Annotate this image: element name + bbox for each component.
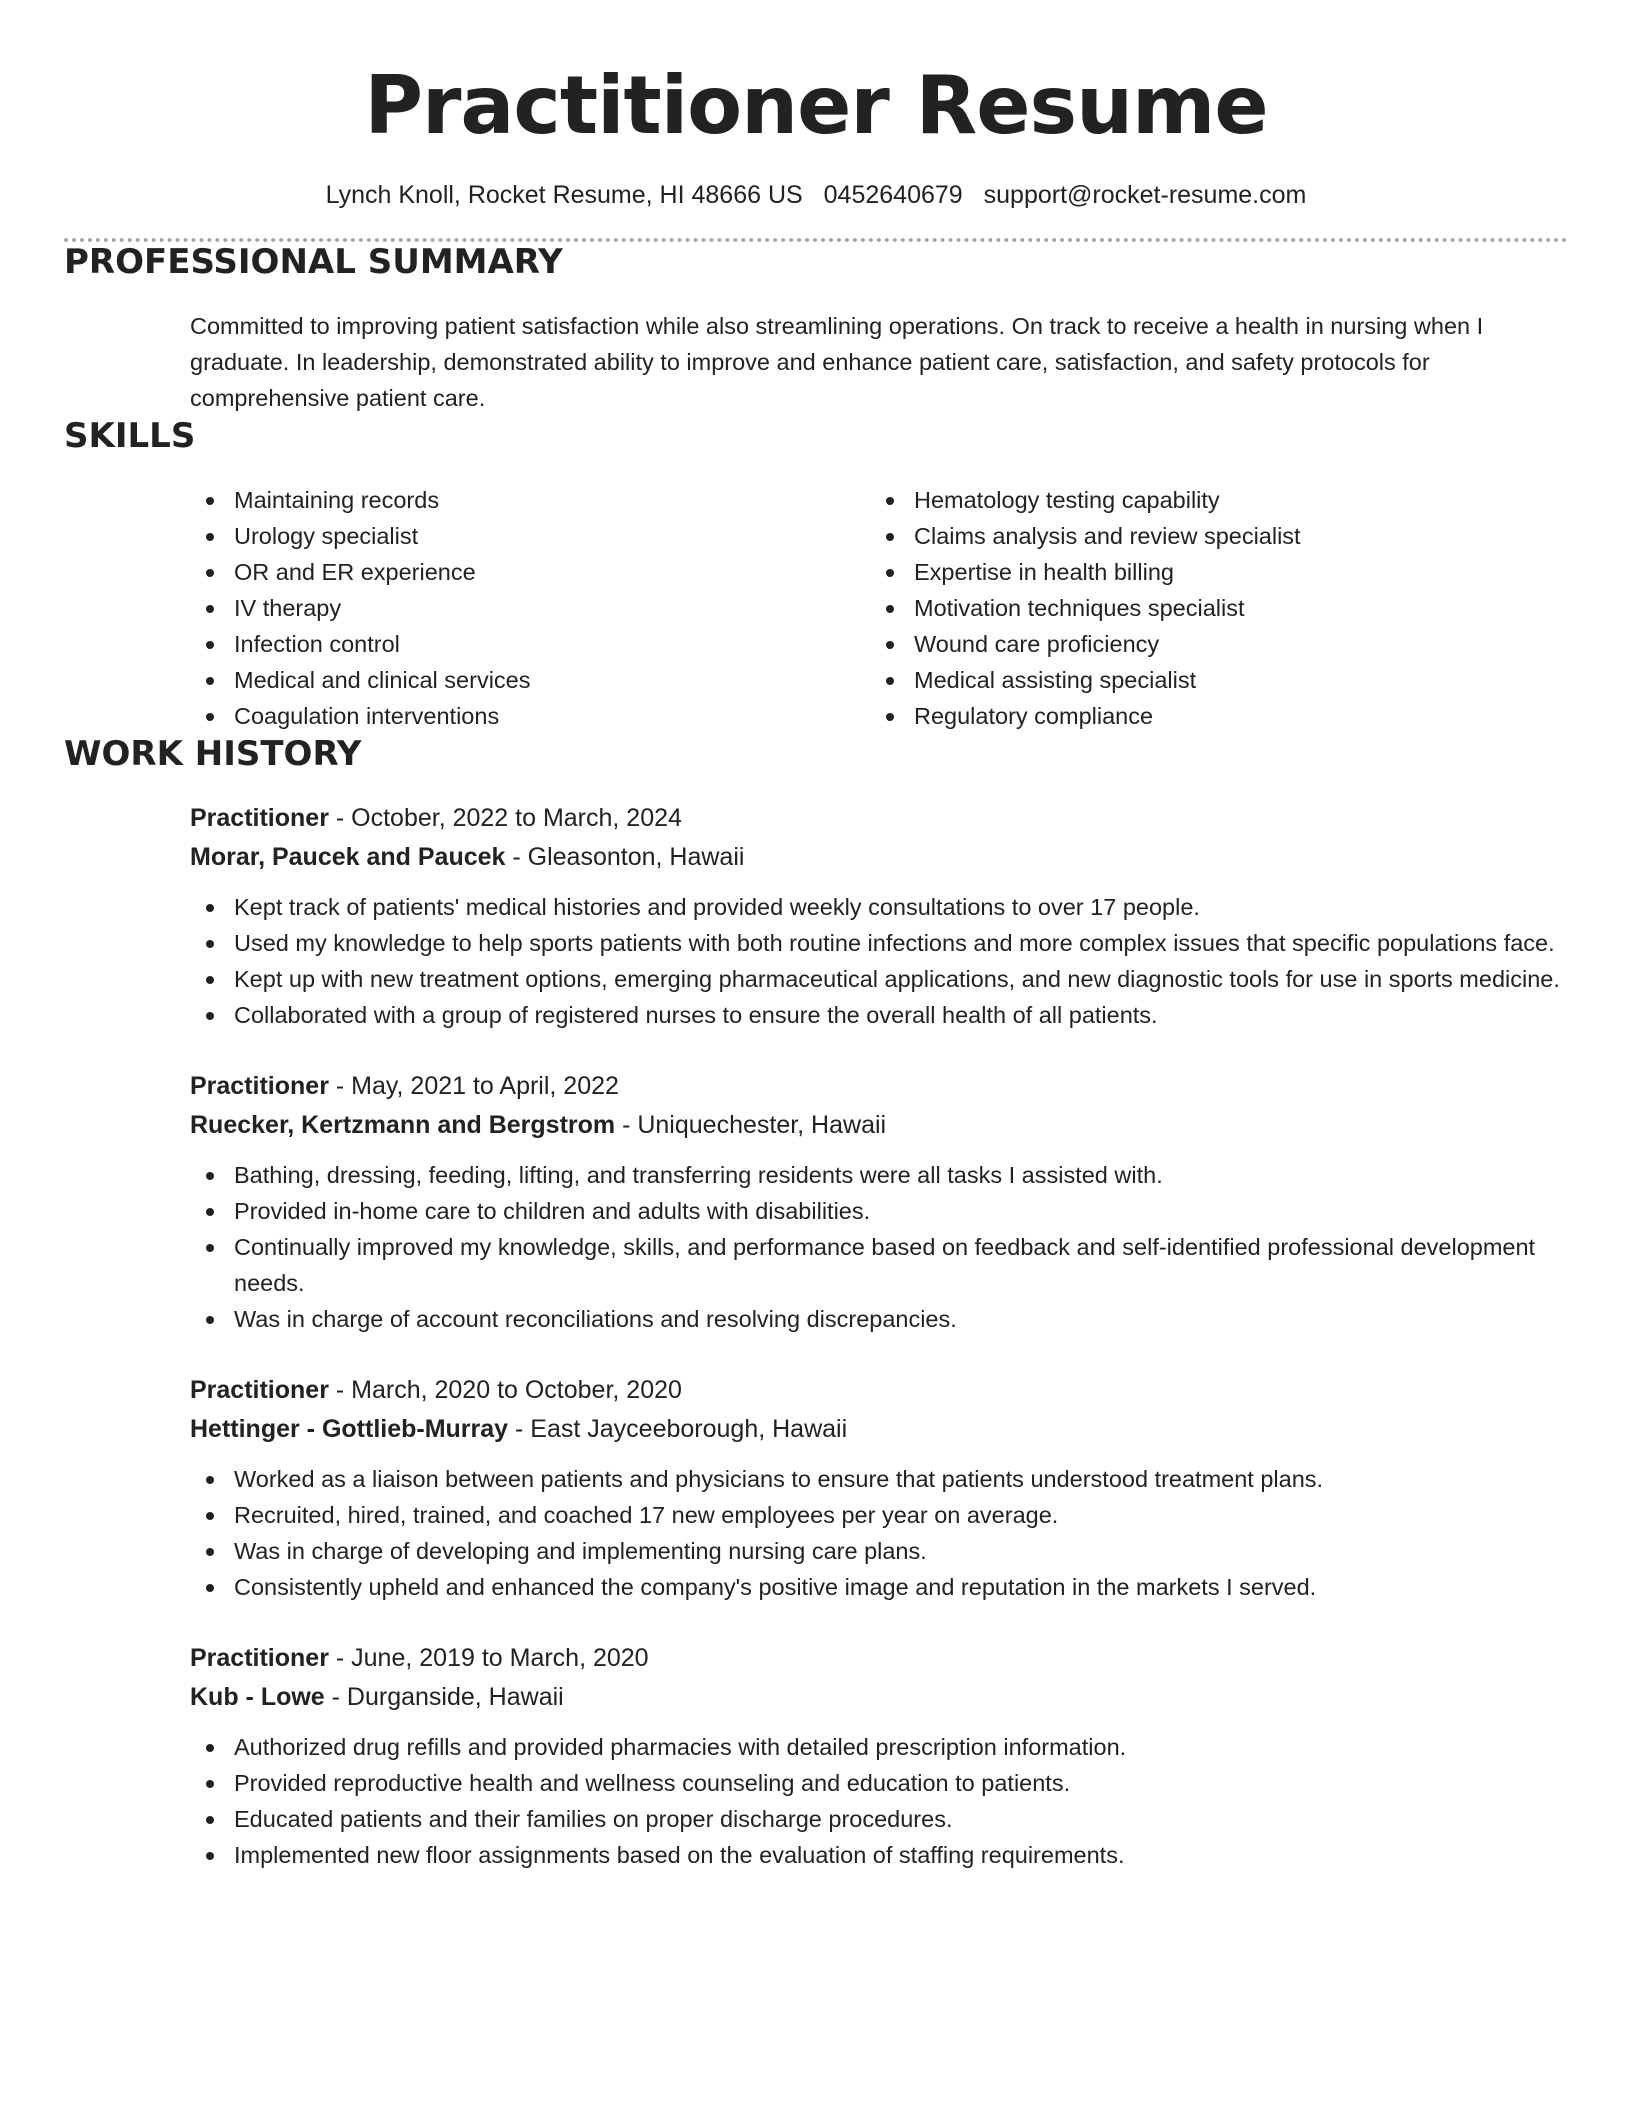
skill-item: Infection control xyxy=(190,626,870,662)
job-bullet: Was in charge of developing and implementing nursing care plans. xyxy=(190,1533,1568,1569)
job-company-line xyxy=(190,1410,1568,1449)
job-title: Practitioner xyxy=(190,1072,329,1100)
job-dates: - June, 2019 to March, 2020 xyxy=(328,1644,649,1672)
job-bullets xyxy=(190,1157,1568,1337)
skill-item: Expertise in health billing xyxy=(870,554,1301,590)
job-company-line xyxy=(190,1678,1568,1717)
job-entry xyxy=(190,799,1568,1033)
skill-item: Wound care proficiency xyxy=(870,626,1301,662)
skills-column-1 xyxy=(190,482,870,734)
job-bullet: Provided in-home care to children and adults with disabilities. xyxy=(190,1193,1568,1229)
job-bullet: Implemented new floor assignments based on the evaluation of staffing requirements. xyxy=(190,1837,1568,1873)
job-bullet: Authorized drug refills and provided pharmacies with detailed prescription information. xyxy=(190,1729,1568,1765)
job-bullet: Collaborated with a group of registered nurses to ensure the overall health of all patients. xyxy=(190,997,1568,1033)
skill-item: Claims analysis and review specialist xyxy=(870,518,1301,554)
job-company: Morar, Paucek and Paucek xyxy=(190,843,506,871)
job-bullet: Recruited, hired, trained, and coached 17 new employees per year on average. xyxy=(190,1497,1568,1533)
job-company: Kub - Lowe xyxy=(190,1683,325,1711)
contact-phone: 0452640679 xyxy=(823,181,963,209)
skill-item: Regulatory compliance xyxy=(870,698,1301,734)
job-bullet: Used my knowledge to help sports patients with both routine infections and more complex issues that specific populations face. xyxy=(190,925,1568,961)
job-bullet: Bathing, dressing, feeding, lifting, and transferring residents were all tasks I assisted with. xyxy=(190,1157,1568,1193)
job-bullet: Kept up with new treatment options, emerging pharmaceutical applications, and new diagnostic tools for use in sports medicine. xyxy=(190,961,1568,997)
contact-email: support@rocket-resume.com xyxy=(983,181,1307,209)
work-history-heading: WORK HISTORY xyxy=(64,734,362,774)
job-bullet: Was in charge of account reconciliations and resolving discrepancies. xyxy=(190,1301,1568,1337)
job-bullet: Continually improved my knowledge, skills, and performance based on feedback and self-identified professional development needs. xyxy=(190,1229,1568,1301)
job-company: Ruecker, Kertzmann and Bergstrom xyxy=(190,1111,616,1139)
skill-item: Coagulation interventions xyxy=(190,698,870,734)
skill-item: Hematology testing capability xyxy=(870,482,1301,518)
job-entry xyxy=(190,1067,1568,1337)
job-bullet: Worked as a liaison between patients and physicians to ensure that patients understood treatment plans. xyxy=(190,1461,1568,1497)
job-entry xyxy=(190,1639,1568,1873)
skill-item: IV therapy xyxy=(190,590,870,626)
job-company: Hettinger - Gottlieb-Murray xyxy=(190,1415,509,1443)
contact-line xyxy=(64,178,1568,212)
job-bullet: Educated patients and their families on proper discharge procedures. xyxy=(190,1801,1568,1837)
skill-item: Medical assisting specialist xyxy=(870,662,1301,698)
job-bullet: Consistently upheld and enhanced the company's positive image and reputation in the markets I served. xyxy=(190,1569,1568,1605)
summary-heading: PROFESSIONAL SUMMARY xyxy=(64,242,563,282)
skill-item: Maintaining records xyxy=(190,482,870,518)
job-location: - East Jayceeborough, Hawaii xyxy=(508,1415,848,1443)
job-title: Practitioner xyxy=(190,1376,329,1404)
contact-address: Lynch Knoll, Rocket Resume, HI 48666 US xyxy=(325,181,803,209)
skill-item: OR and ER experience xyxy=(190,554,870,590)
job-location: - Durganside, Hawaii xyxy=(324,1683,564,1711)
job-bullets xyxy=(190,889,1568,1033)
job-entry xyxy=(190,1371,1568,1605)
job-location: - Gleasonton, Hawaii xyxy=(505,843,745,871)
job-bullet: Kept track of patients' medical histories and provided weekly consultations to over 17 people. xyxy=(190,889,1568,925)
skills-list xyxy=(190,482,1568,734)
job-location: - Uniquechester, Hawaii xyxy=(615,1111,887,1139)
job-title: Practitioner xyxy=(190,804,329,832)
job-title-line xyxy=(190,1067,1568,1106)
job-title-line xyxy=(190,799,1568,838)
job-title-line xyxy=(190,1639,1568,1678)
job-bullet: Provided reproductive health and wellness counseling and education to patients. xyxy=(190,1765,1568,1801)
skills-column-2 xyxy=(870,482,1301,734)
resume-title: Practitioner Resume xyxy=(364,59,1268,152)
skill-item: Motivation techniques specialist xyxy=(870,590,1301,626)
skills-heading: SKILLS xyxy=(64,416,196,456)
job-title-line xyxy=(190,1371,1568,1410)
job-bullets xyxy=(190,1729,1568,1873)
job-company-line xyxy=(190,1106,1568,1145)
job-title: Practitioner xyxy=(190,1644,329,1672)
job-dates: - March, 2020 to October, 2020 xyxy=(328,1376,682,1404)
job-dates: - October, 2022 to March, 2024 xyxy=(328,804,682,832)
summary-text: Committed to improving patient satisfaction while also streamlining operations. On track to receive a health in nursing when I graduate. In leadership, demonstrated ability to improve and enhance patient care, satisfaction, and safety protocols for comprehensive patient care. xyxy=(190,313,1484,411)
job-dates: - May, 2021 to April, 2022 xyxy=(328,1072,619,1100)
skill-item: Medical and clinical services xyxy=(190,662,870,698)
job-company-line xyxy=(190,838,1568,877)
skill-item: Urology specialist xyxy=(190,518,870,554)
job-bullets xyxy=(190,1461,1568,1605)
